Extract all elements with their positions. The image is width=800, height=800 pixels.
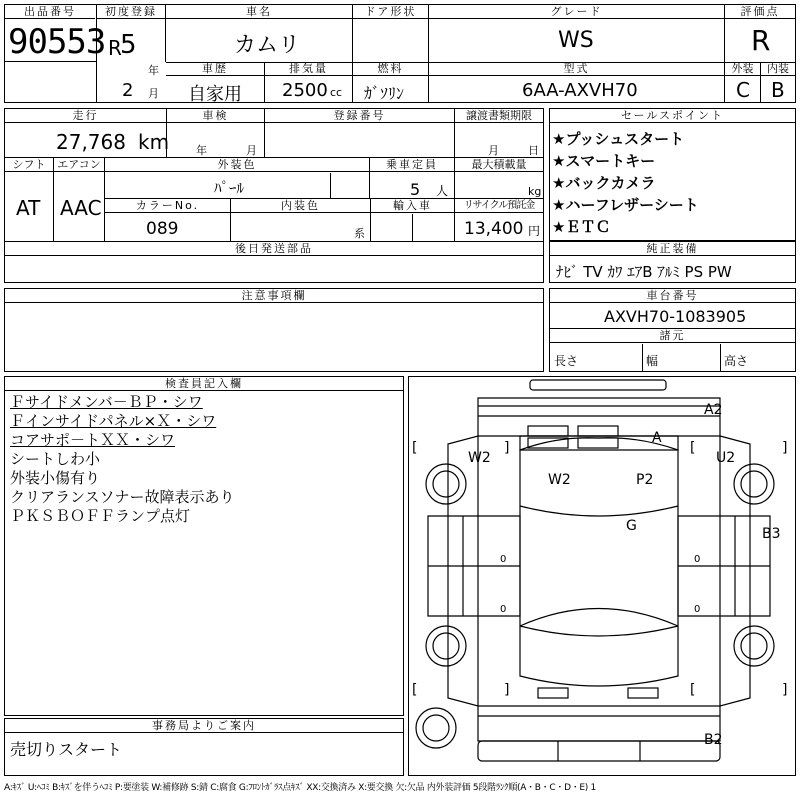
color-no: 089 bbox=[146, 219, 179, 239]
mileage-label: 走行 bbox=[5, 109, 166, 123]
bracket-mark: ] bbox=[504, 682, 510, 698]
first-reg-month: 2 bbox=[122, 80, 134, 101]
svg-text:0: 0 bbox=[500, 604, 507, 615]
import-label: 輸入車 bbox=[371, 199, 454, 213]
damage-mark-g: G bbox=[626, 518, 637, 534]
inspection-label: 車検 bbox=[167, 109, 264, 123]
chassis-number: AXVH70-1083905 bbox=[604, 307, 747, 326]
max-load-unit: kg bbox=[528, 185, 542, 198]
month-unit: 月 bbox=[148, 87, 159, 100]
interior-grade: B bbox=[771, 78, 785, 102]
displacement-label: 排気量 bbox=[265, 62, 352, 76]
score-label: 評価点 bbox=[725, 5, 795, 19]
length-label: 長さ bbox=[554, 354, 579, 368]
color-no-label: カラーNo. bbox=[105, 199, 230, 213]
era: R bbox=[108, 36, 122, 60]
sales-points-title: セールスポイント bbox=[550, 109, 795, 123]
damage-mark-a: A bbox=[652, 430, 662, 446]
height-label: 高さ bbox=[724, 354, 749, 368]
inspector-line: クリアランスソナー故障表示あり bbox=[10, 488, 235, 506]
sales-point-item: ★ハーフレザーシート bbox=[552, 196, 699, 214]
car-name-label: 車名 bbox=[166, 5, 352, 19]
bracket-mark: [ bbox=[412, 440, 418, 456]
door-label: ドア形状 bbox=[353, 5, 428, 19]
car-name: カムリ bbox=[234, 33, 301, 58]
office-title: 事務局よりご案内 bbox=[5, 719, 403, 733]
bracket-mark: [ bbox=[412, 682, 418, 698]
exterior-grade: C bbox=[736, 78, 750, 102]
inspection-year-unit: 年 bbox=[196, 144, 207, 157]
recycle-unit: 円 bbox=[528, 224, 541, 238]
model-label: 型式 bbox=[429, 62, 724, 76]
width-label: 幅 bbox=[646, 354, 659, 368]
equipment-value: ﾅﾋﾞ TV ｶﾜ ｴｱB ｱﾙﾐ PS PW bbox=[556, 263, 732, 281]
later-parts-label: 後日発送部品 bbox=[5, 242, 543, 256]
model: 6AA-AXVH70 bbox=[522, 80, 638, 101]
interior-grade-label: 内装 bbox=[761, 62, 795, 76]
transfer-label: 譲渡書類期限 bbox=[455, 109, 543, 123]
office-message: 売切りスタート bbox=[10, 740, 123, 759]
bracket-mark: [ bbox=[690, 682, 696, 698]
displacement-unit: cc bbox=[330, 86, 343, 99]
recycle: 13,400 bbox=[464, 219, 524, 239]
svg-text:0: 0 bbox=[500, 554, 507, 565]
inspector-line: Ｆサイドメンバ－ＢＰ・シワ bbox=[10, 393, 203, 411]
color-label: 外装色 bbox=[105, 158, 369, 172]
first-reg-label: 初度登録 bbox=[97, 5, 165, 19]
history: 自家用 bbox=[188, 84, 242, 105]
ac: AAC bbox=[60, 196, 102, 220]
displacement: 2500 bbox=[282, 80, 328, 101]
bracket-mark: ] bbox=[782, 440, 788, 456]
sales-point-item: ★バックカメラ bbox=[552, 174, 656, 192]
damage-mark-u2: U2 bbox=[716, 450, 736, 466]
score: R bbox=[751, 24, 771, 57]
history-label: 車歴 bbox=[166, 62, 264, 76]
damage-mark-a2: A2 bbox=[704, 402, 723, 418]
transfer-day-unit: 日 bbox=[528, 144, 539, 157]
car-diagram bbox=[408, 376, 796, 776]
shift-label: シフト bbox=[5, 158, 53, 172]
sales-point-item: ★ＥＴＣ bbox=[552, 218, 611, 236]
damage-mark-b3: B3 bbox=[762, 526, 781, 542]
inspector-line: Ｆインサイドパネル×Ｘ・シワ bbox=[10, 412, 217, 430]
grade-label: グレード bbox=[429, 5, 724, 19]
svg-text:0: 0 bbox=[694, 554, 701, 565]
grade: WS bbox=[558, 28, 594, 53]
footer-legend: A:ｷｽﾞ U:ﾍｺﾐ B:ｷｽﾞを伴うﾍｺﾐ P:要塗装 W:補修跡 S:錆 C:腐食 G:ﾌﾛﾝﾄｶﾞﾗｽ点ｷｽﾞ XX:交換済み X:要交換 欠:欠品 内外装評価 5段階ﾗﾝｸ順(A・B・C・D・E) 1 bbox=[4, 783, 596, 793]
inspector-title: 検査員記入欄 bbox=[5, 377, 403, 391]
max-load-label: 最大積載量 bbox=[455, 158, 543, 172]
shift: AT bbox=[16, 196, 41, 220]
inspector-line: シートしわ小 bbox=[10, 450, 101, 468]
sales-points-list bbox=[552, 128, 792, 238]
damage-mark-w2-left: W2 bbox=[468, 450, 491, 466]
capacity-unit: 人 bbox=[436, 184, 449, 198]
ac-label: エアコン bbox=[54, 158, 104, 172]
mileage: 27,768 bbox=[56, 130, 126, 154]
chassis-title: 車台番号 bbox=[550, 289, 795, 303]
dims-title: 諸元 bbox=[550, 329, 795, 343]
lot-number: 90553 bbox=[8, 22, 106, 62]
fuel: ｶﾞｿﾘﾝ bbox=[364, 84, 405, 103]
inspector-notes bbox=[10, 393, 400, 526]
inspection-month-unit: 月 bbox=[246, 144, 257, 157]
damage-mark-p2: P2 bbox=[636, 472, 654, 488]
interior-color-unit: 系 bbox=[354, 227, 365, 240]
bracket-mark: ] bbox=[504, 440, 510, 456]
first-reg-year: 5 bbox=[120, 30, 137, 60]
color: ﾊﾟｰﾙ bbox=[214, 179, 245, 197]
damage-mark-b2: B2 bbox=[704, 732, 723, 748]
year-unit: 年 bbox=[148, 64, 159, 77]
capacity: 5 bbox=[410, 180, 421, 199]
inspector-line: ＰＫＳＢＯＦＦランプ点灯 bbox=[10, 507, 191, 525]
capacity-label: 乗車定員 bbox=[370, 158, 454, 172]
transfer-month-unit: 月 bbox=[488, 144, 499, 157]
recycle-label: リサイクル預託金 bbox=[455, 199, 543, 213]
svg-text:0: 0 bbox=[694, 604, 701, 615]
inspector-line: コアサポ－トＸＸ・シワ bbox=[10, 431, 176, 449]
damage-mark-w2-roof: W2 bbox=[548, 472, 571, 488]
notes-title: 注意事項欄 bbox=[5, 289, 543, 303]
equipment-title: 純正装備 bbox=[550, 242, 795, 256]
sales-point-item: ★プッシュスタート bbox=[552, 130, 685, 148]
bracket-mark: ] bbox=[782, 682, 788, 698]
sales-point-item: ★スマートキー bbox=[552, 152, 656, 170]
mileage-unit: km bbox=[138, 130, 170, 154]
reg-number-label: 登録番号 bbox=[265, 109, 454, 123]
interior-color-label: 内装色 bbox=[231, 199, 370, 213]
fuel-label: 燃料 bbox=[353, 62, 428, 76]
exterior-grade-label: 外装 bbox=[725, 62, 760, 76]
inspector-line: 外装小傷有り bbox=[10, 469, 101, 487]
bracket-mark: [ bbox=[690, 440, 696, 456]
lot-number-label: 出品番号 bbox=[5, 5, 95, 19]
